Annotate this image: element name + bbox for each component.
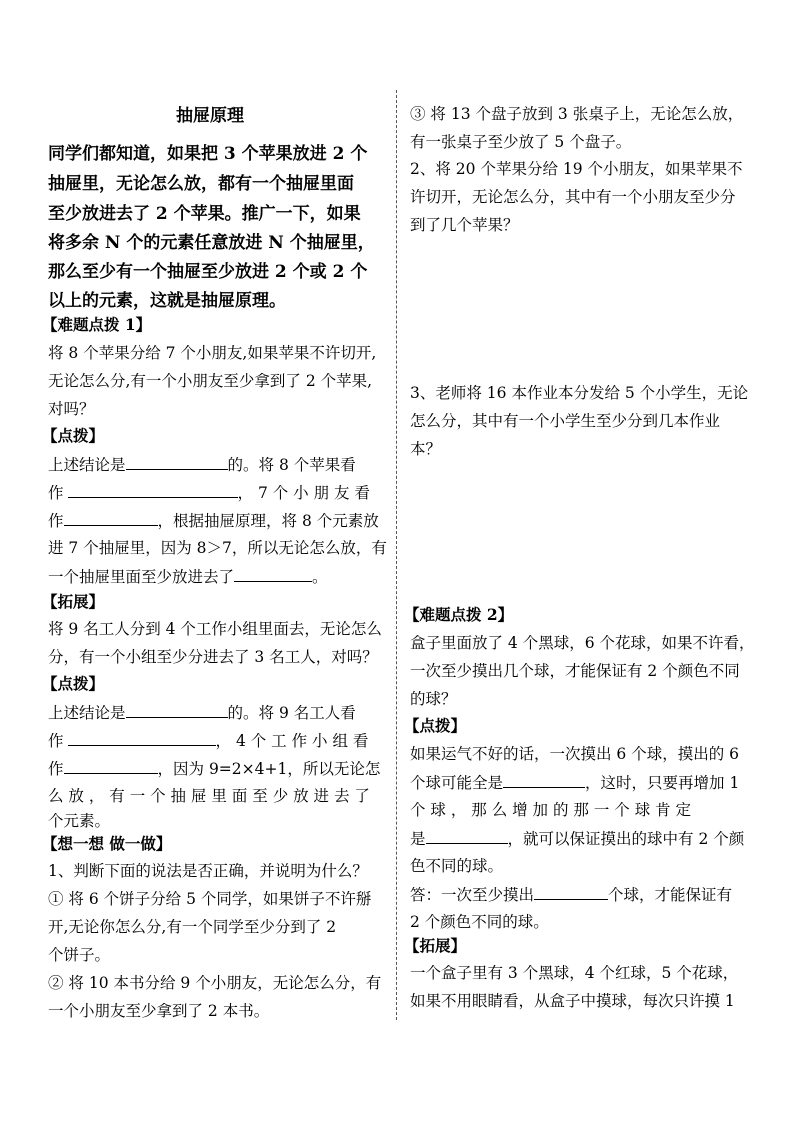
hint2-line-5: 个元素。 xyxy=(48,812,111,830)
answer-line: 2 个颜色不同的球。 xyxy=(410,913,549,931)
intro-line: 同学们都知道，如果把 3 个苹果放进 2 个 xyxy=(48,144,368,164)
practice-item-line: 有一张桌子至少放了 5 个盘子。 xyxy=(410,133,632,151)
hint-line-2: 个球可能全是 ，这时，只要再增加 1 xyxy=(410,771,739,794)
extension-line: 如果不用眼睛看，从盒子中摸球，每次只许摸 1 xyxy=(410,992,735,1010)
question-3-line: 本？ xyxy=(410,440,442,458)
intro-line: 以上的元素，这就是抽屉原理。 xyxy=(48,291,286,311)
section-heading: 【难题点拨 1】 xyxy=(42,315,152,334)
page-title: 抽屉原理 xyxy=(176,106,244,126)
fill-blank[interactable] xyxy=(64,509,158,526)
problem-line: 无论怎么分,有一个小朋友至少拿到了 2 个苹果, xyxy=(48,372,373,390)
extension-line: 将 9 名工人分到 4 个工作小组里面去，无论怎么 xyxy=(48,620,382,638)
hint-line-5: 一个抽屉里面至少放进去了 。 xyxy=(48,565,328,588)
hint2-line-4: 么 放 ， 有 一 个 抽 屉 里 面 至 少 放 进 去 了 xyxy=(48,787,370,805)
intro-line: 抽屉里，无论怎么放，都有一个抽屉里面 xyxy=(48,174,354,194)
hint2-line-3: 作 ，因为 9=2×4+1，所以无论怎 xyxy=(48,757,380,780)
practice-item-line: 开,无论你怎么分,有一个同学至少分到了 2 xyxy=(48,918,337,936)
problem-line: 的球？ xyxy=(410,690,457,708)
fill-blank[interactable] xyxy=(534,883,608,900)
hint-heading: 【点拨】 xyxy=(42,674,105,693)
question-3-line: 怎么分，其中有一个小学生至少分到几本作业 xyxy=(410,412,721,430)
question-2-line: 2、将 20 个苹果分给 19 个小朋友，如果苹果不 xyxy=(410,160,743,178)
extension-heading: 【拓展】 xyxy=(404,936,467,955)
fill-blank[interactable] xyxy=(426,827,508,844)
intro-line: 至少放进去了 2 个苹果。推广一下，如果 xyxy=(48,204,361,224)
extension-line: 一个盒子里有 3 个黑球，4 个红球，5 个花球， xyxy=(410,964,739,982)
hint2-line-1: 上述结论是 的。将 9 名工人看 xyxy=(48,701,356,724)
hint-line-3: 个 球 ， 那 么 增 加 的 那 一 个 球 肯 定 xyxy=(410,801,692,819)
answer-line: 答：一次至少摸出 个球，才能保证有 xyxy=(410,883,732,906)
question-3-line: 3、老师将 16 本作业本分发给 5 个小学生，无论 xyxy=(410,384,749,402)
fill-blank[interactable] xyxy=(64,757,158,774)
fill-blank[interactable] xyxy=(68,729,216,746)
practice-item-line: ③ 将 13 个盘子放到 3 张桌子上，无论怎么放， xyxy=(410,105,744,123)
problem-line: 将 8 个苹果分给 7 个小朋友,如果苹果不许切开, xyxy=(48,344,377,362)
hint-line-3: 作 ，根据抽屉原理，将 8 个元素放 xyxy=(48,509,379,532)
problem-line: 盒子里面放了 4 个黑球，6 个花球，如果不许看， xyxy=(410,634,755,652)
practice-item-line: 个饼子。 xyxy=(48,946,111,964)
question-1: 1、判断下面的说法是否正确，并说明为什么？ xyxy=(48,862,368,880)
hint-line-1: 上述结论是 的。将 8 个苹果看 xyxy=(48,453,356,476)
hint-line-5: 色不同的球。 xyxy=(410,857,504,875)
hint-heading: 【点拨】 xyxy=(404,716,467,735)
problem-line: 对吗？ xyxy=(48,400,95,418)
practice-item-line: ① 将 6 个饼子分给 5 个同学，如果饼子不许掰 xyxy=(48,890,372,908)
problem-line: 一次至少摸出几个球，才能保证有 2 个颜色不同 xyxy=(410,662,740,680)
fill-blank[interactable] xyxy=(503,771,585,788)
extension-heading: 【拓展】 xyxy=(42,592,105,611)
hint-line-4: 是 ，就可以保证摸出的球中有 2 个颜 xyxy=(410,827,744,850)
fill-blank[interactable] xyxy=(126,453,228,470)
column-divider xyxy=(396,90,398,1020)
practice-item-line: ② 将 10 本书分给 9 个小朋友，无论怎么分，有 xyxy=(48,974,382,992)
section-heading: 【难题点拨 2】 xyxy=(404,605,514,624)
fill-blank[interactable] xyxy=(126,701,228,718)
question-2-line: 到了几个苹果？ xyxy=(410,216,519,234)
fill-blank[interactable] xyxy=(68,481,238,498)
hint-line-2: 作 ， 7 个 小 朋 友 看 xyxy=(48,481,370,504)
extension-line: 分，有一个小组至少分进去了 3 名工人，对吗？ xyxy=(48,648,378,666)
practice-item-line: 一个小朋友至少拿到了 2 本书。 xyxy=(48,1002,270,1020)
hint-line-1: 如果运气不好的话，一次摸出 6 个球，摸出的 6 xyxy=(410,745,740,763)
intro-line: 将多余 N 个的元素任意放进 N 个抽屉里， xyxy=(48,233,375,253)
hint2-line-2: 作 ， 4 个 工 作 小 组 看 xyxy=(48,729,368,752)
question-2-line: 许切开，无论怎么分，其中有一个小朋友至少分 xyxy=(410,188,736,206)
intro-line: 那么至少有一个抽屉至少放进 2 个或 2 个 xyxy=(48,262,368,282)
hint-heading: 【点拨】 xyxy=(42,426,105,445)
practice-heading: 【想一想 做一做】 xyxy=(42,834,172,853)
hint-line-4: 进 7 个抽屉里，因为 8＞7，所以无论怎么放，有 xyxy=(48,539,387,557)
fill-blank[interactable] xyxy=(234,565,312,582)
